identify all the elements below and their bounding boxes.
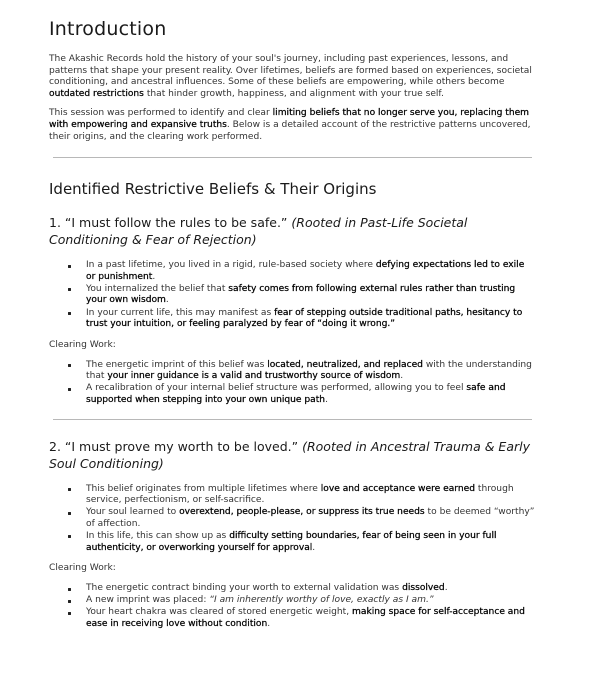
emphasis-text: limiting beliefs that no longer serve you, replacing them with empowering and expansive truths [49, 108, 530, 130]
list-item [86, 595, 536, 607]
text-span: through service, perfectionism, or self-sacrifice. [86, 483, 514, 506]
belief-2-list [49, 484, 536, 555]
text-span: In this life, this can show up as [86, 530, 230, 541]
belief-statement: 1. “I must follow the rules to be safe.” [49, 215, 288, 231]
list-item [86, 308, 536, 331]
text-span: . Below is a detailed account of the restrictive patterns uncovered, their origins, and the clearing work performed. [49, 119, 531, 142]
text-span: that hinder growth, happiness, and alignment with your true self. [143, 88, 444, 99]
text-span: This session was performed to identify and clear [49, 108, 273, 119]
text-span: with the understanding that [86, 359, 532, 382]
list-item [86, 583, 536, 595]
emphasis-text: defying expectations led to exile or punishment [86, 260, 525, 282]
text-span: The Akashic Records hold the history of your soul's journey, including past experiences, lessons, and patterns that shape your present reality. Over lifetimes, beliefs are formed based on experiences, societal conditioning, and ancestral influences. Some of these beliefs are empowering, while others become [49, 54, 532, 88]
text-span: You internalized the belief that [86, 283, 229, 294]
list-item [86, 260, 536, 283]
emphasis-text: making space for self-acceptance and ease in receiving love without condition [86, 607, 525, 629]
emphasis-text: overextend, people-please, or suppress its true needs [179, 507, 425, 518]
text-span: Your soul learned to [86, 507, 180, 518]
intro-title: Introduction [49, 18, 167, 40]
list-item [86, 531, 536, 554]
list-item [86, 607, 536, 630]
emphasis-text: love and acceptance were earned [320, 483, 475, 494]
emphasis-text: safe and supported when stepping into your own unique path [86, 383, 506, 405]
emphasis-text: difficulty setting boundaries, fear of being seen in your full authenticity, or overworking yourself for approval [86, 530, 497, 553]
clearing-work-label: Clearing Work: [49, 339, 116, 350]
text-span: . [267, 618, 271, 629]
list-item [86, 360, 536, 383]
emphasis-text: fear of stepping outside traditional paths, hesitancy to trust your intuition, or feeling paralyzed by fear of “doing it wrong.” [86, 307, 523, 330]
text-span: In your current life, this may manifest as [86, 307, 275, 318]
emphasis-text: safety comes from following external rules rather than trusting your own wisdom [86, 283, 516, 306]
belief-origin: (Rooted in Ancestral Trauma & Early Soul Conditioning) [49, 438, 530, 471]
divider [53, 419, 532, 420]
belief-statement: 2. “I must prove my worth to be loved.” [49, 438, 299, 454]
intro-paragraph-1 [49, 54, 536, 100]
emphasis-text: located, neutralized, and replaced [267, 359, 423, 370]
list-item [86, 284, 536, 307]
text-span: . [165, 295, 169, 306]
affirmation-text: “I am inherently worthy of love, exactly as I am.” [209, 595, 434, 606]
text-span: . [312, 542, 316, 553]
belief-2-clearing-list [49, 583, 536, 630]
belief-origin: (Rooted in Past-Life Societal Conditioning & Fear of Rejection) [49, 215, 468, 248]
text-span: A recalibration of your internal belief structure was performed, allowing you to feel [86, 383, 467, 394]
text-span: The energetic contract binding your worth to external validation was [86, 583, 403, 594]
belief-1-heading [49, 214, 536, 248]
text-span: to be deemed “worthy” of affection. [86, 507, 535, 529]
intro-paragraph-2 [49, 108, 536, 143]
belief-1-list [49, 260, 536, 331]
text-span: . [325, 395, 328, 405]
emphasis-text: dissolved [402, 583, 445, 594]
text-span: A new imprint was placed: [86, 595, 210, 606]
belief-1-clearing-list [49, 360, 536, 407]
text-span: Your heart chakra was cleared of stored energetic weight, [86, 607, 353, 618]
text-span: In a past lifetime, you lived in a rigid, rule-based society where [86, 260, 376, 271]
text-span: . [152, 271, 156, 282]
divider [53, 157, 532, 158]
text-span: The energetic imprint of this belief was [86, 359, 268, 370]
list-item [86, 484, 536, 507]
belief-2-heading [49, 438, 536, 472]
list-item [86, 383, 536, 406]
section-title: Identified Restrictive Beliefs & Their Origins [49, 180, 377, 199]
emphasis-text: outdated restrictions [49, 88, 144, 99]
list-item [86, 507, 536, 530]
text-span: This belief originates from multiple lifetimes where [86, 483, 321, 494]
text-span: . [400, 371, 404, 382]
text-span: . [444, 583, 448, 594]
clearing-work-label: Clearing Work: [49, 563, 116, 574]
emphasis-text: your inner guidance is a valid and trustworthy source of wisdom [107, 371, 401, 382]
